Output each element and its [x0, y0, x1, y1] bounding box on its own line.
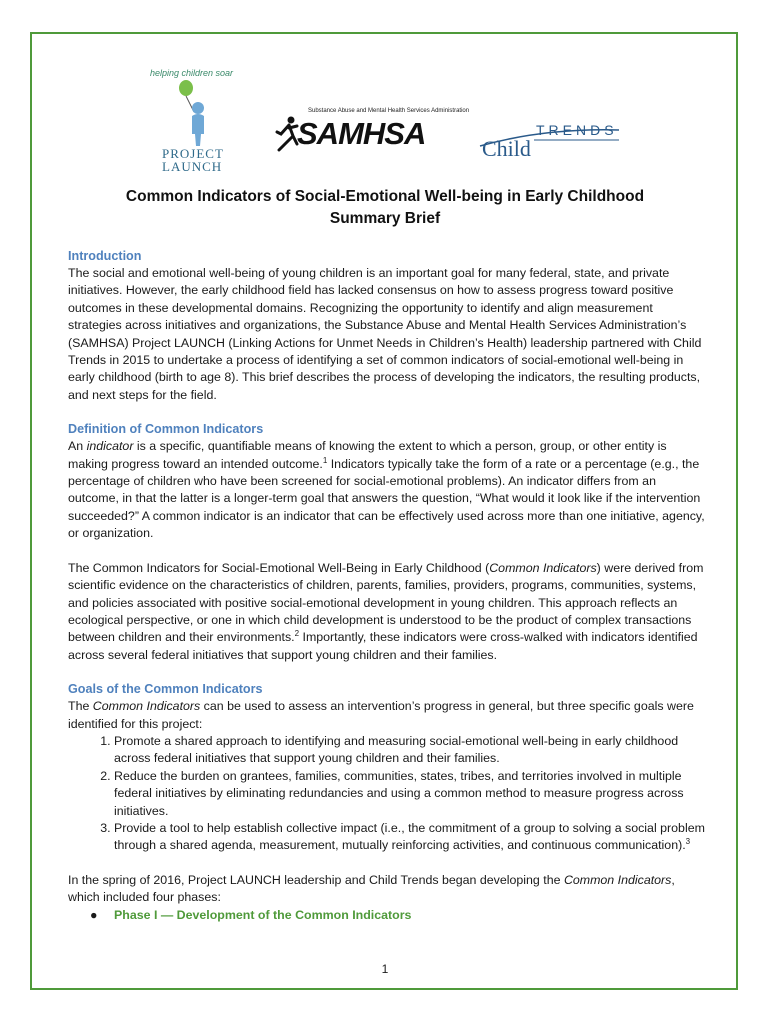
child-balloon-icon: [172, 78, 222, 148]
document-body: [68, 248, 706, 924]
samhsa-subtitle: Substance Abuse and Mental Health Services Administration: [308, 108, 470, 114]
goals-heading: Goals of the Common Indicators: [68, 682, 263, 697]
project-launch-logo: [150, 68, 240, 174]
goals-list: [68, 733, 706, 855]
launch-tagline: helping children soar: [150, 68, 234, 78]
phases-intro: In the spring of 2016, Project LAUNCH leadership and Child Trends began developing the Common Indicators, which included four phases:: [68, 872, 675, 905]
title-line1: Common Indicators of Social-Emotional Well-being in Early Childhood: [125, 188, 645, 205]
definition-heading: Definition of Common Indicators: [68, 422, 264, 437]
title-line2: Summary Brief: [329, 210, 441, 227]
launch-line2: LAUNCH: [162, 159, 223, 174]
samhsa-wordmark: SAMHSA: [297, 116, 426, 151]
list-item: 1. Promote a shared approach to identifying and measuring social-emotional well-being in early childhood across federal initiatives that support young children and their families.: [114, 733, 706, 768]
child-wordmark: Child: [482, 136, 531, 161]
intro-paragraph: The social and emotional well-being of young children is an important goal for many federal, state, and private initiatives. However, the early childhood field has lacked consensus on how to assess progress toward positive outcomes in these developmental domains. Recognizing the opportunity to identify and align measurement strategies across initiatives and organizations, the Substance Abuse and Mental Health Services Administration’s (SAMHSA) Project LAUNCH (Linking Actions for Unmet Needs in Children’s Health) leadership partnered with Child Trends in 2015 to undertake a process of identifying a set of common indicators of social-emotional well-being in early childhood (birth to age 8). This brief describes the process of developing the indicators, the resulting products, and next steps for the field.: [68, 266, 702, 402]
trends-wordmark: TRENDS: [536, 122, 618, 138]
logo-bar: [0, 0, 770, 174]
page-number: 1: [381, 962, 389, 976]
samhsa-logo: [275, 108, 470, 158]
child-trends-logo: [474, 116, 624, 164]
list-item: ● Phase I — Development of the Common Indicators: [114, 907, 706, 924]
definition-paragraph-2: The Common Indicators for Social-Emotional Well-Being in Early Childhood (Common Indicators) were derived from scientific evidence on the characteristics of children, parents, families, providers, programs, communities, systems, and policies associated with positive social-emotional development in young children. This approach reflects an ecological perspective, or one in which child development is understood to be the product of complex transactions between children and their environments.$^2$ Importantly, these indicators were cross-walked with indicators identified across several federal initiatives that support young children and their families.: [68, 560, 704, 662]
list-item: 3. Provide a tool to help establish collective impact (i.e., the commitment of a group to solving a social problem through a shared agenda, measurement, mutually reinforcing activities, and continuous communication).$^3$: [114, 820, 706, 855]
intro-heading: Introduction: [68, 249, 142, 263]
document-title: [0, 186, 770, 230]
goals-intro: The Common Indicators can be used to assess an intervention’s progress in general, but three specific goals were identified for this project:: [68, 699, 694, 731]
list-item: 2. Reduce the burden on grantees, families, communities, states, tribes, and territories involved in multiple federal initiatives by eliminating redundancies and using a common method to measure progress across initiatives.: [114, 768, 706, 820]
phases-list: [68, 907, 706, 924]
bullet-icon: ●: [90, 907, 98, 922]
launch-line1: PROJECT: [162, 146, 224, 161]
running-figure-icon: [275, 116, 299, 152]
definition-paragraph-1: An indicator is a specific, quantifiable means of knowing the extent to which a person, group, or other entity is making progress toward an intended outcome.$^1$ Indicators typically take the form of a rate or a percentage (e.g., the percentage of children who have been screened for social-emotional problems). An indicator differs from an outcome, in that the latter is a longer-term goal that answers the question, “What would it look like if the intervention succeeded?” A common indicator is an indicator that can be effectively used across more than one initiative, agency, or organization.: [68, 439, 705, 541]
